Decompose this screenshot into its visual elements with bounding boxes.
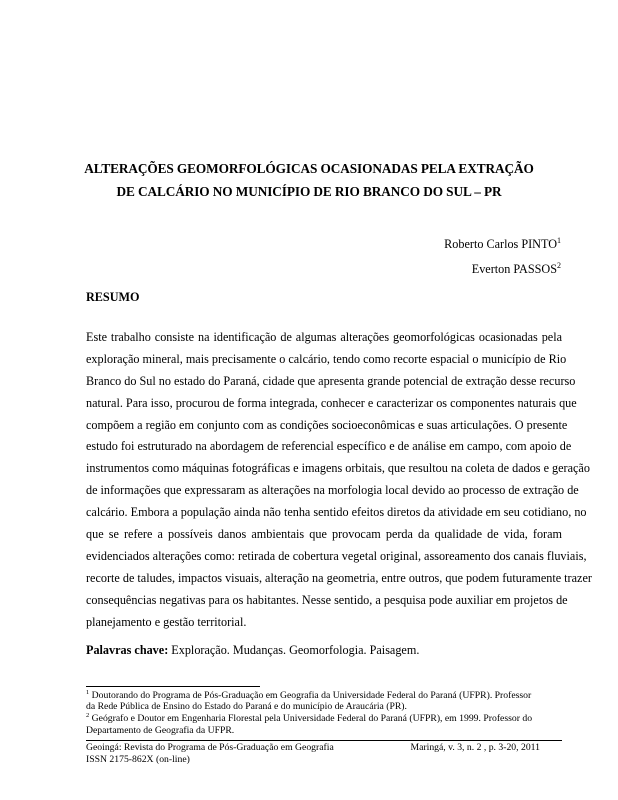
- article-title: [60, 157, 558, 203]
- abstract-body: [86, 327, 592, 633]
- page-footer: [86, 742, 562, 766]
- abstract-line: calcário. Embora a população ainda não tenha sentido efeitos diretos da atividade em seu cotidiano, no: [86, 505, 587, 520]
- keywords-label: Palavras chave:: [86, 643, 169, 657]
- journal-name: Geoingá: Revista do Programa de Pós-Graduação em Geografia: [86, 742, 334, 753]
- footnote-line: [86, 713, 562, 724]
- keywords-text: Exploração. Mudanças. Geomorfologia. Paisagem.: [168, 643, 420, 657]
- footnote-number: 2: [86, 712, 90, 720]
- footer-divider: [86, 740, 562, 741]
- abstract-line: Este trabalho consiste na identificação de algumas alterações geomorfológicas ocasionadas pela: [86, 330, 562, 344]
- footnote-line: da Rede Pública de Ensino do Estado do Paraná e do município de Araucária (PR).: [86, 701, 407, 713]
- issn: ISSN 2175-862X (on-line): [86, 754, 190, 765]
- abstract-line: que se refere a possíveis danos ambientais que provocam perda da qualidade de vida, foram: [86, 527, 562, 542]
- abstract-line: natural. Para isso, procurou de forma integrada, conhecer e caracterizar os componentes naturais que: [86, 395, 577, 410]
- footnote-number: 1: [86, 688, 90, 696]
- footnote-mark[interactable]: 2: [557, 260, 561, 270]
- author-name: [472, 262, 561, 277]
- abstract-line: recorte de taludes, impactos visuais, alteração na geometria, entre outros, que podem futuramente trazer: [86, 570, 592, 585]
- abstract-line: de informações que expressaram as alterações na morfologia local devido ao processo de extração de: [86, 483, 579, 498]
- author-name-text: Everton PASSOS: [471, 262, 557, 276]
- footnote-line: [86, 690, 562, 701]
- footnotes: [86, 690, 562, 736]
- footnote-text: Doutorando do Programa de Pós-Graduação em Geografia da Universidade Federal do Paraná (UFPR). Professor: [89, 690, 532, 701]
- abstract-line: estudo foi estruturado na abordagem de referencial específico e de análise em campo, com apoio de: [86, 439, 572, 454]
- citation-info: Maringá, v. 3, n. 2 , p. 3-20, 2011: [410, 742, 540, 753]
- abstract-line: Branco do Sul no estado do Paraná, cidade que apresenta grande potencial de extração desse recurso: [86, 373, 576, 388]
- abstract-heading: RESUMO: [86, 290, 140, 304]
- abstract-line: compõem a região em conjunto com as condições socioeconômicas e suas articulações. O presente: [86, 417, 568, 432]
- footnote-divider: [86, 686, 260, 687]
- footer-row: [86, 742, 562, 754]
- abstract-line: planejamento e gestão territorial.: [86, 614, 247, 629]
- abstract-line: instrumentos como máquinas fotográficas e imagens orbitais, que resultou na coleta de dados e geração: [86, 461, 590, 476]
- title-line: ALTERAÇÕES GEOMORFOLÓGICAS OCASIONADAS PELA EXTRAÇÃO: [84, 161, 534, 176]
- abstract-line: consequências negativas para os habitantes. Nesse sentido, a pesquisa pode auxiliar em projetos de: [86, 592, 568, 607]
- footnote-line: Departamento de Geografia da UFPR.: [86, 724, 235, 736]
- footnote: [86, 713, 562, 735]
- footer-row: [86, 754, 562, 766]
- footnote-text: Geógrafo e Doutor em Engenharia Florestal pela Universidade Federal do Paraná (UFPR), em 1999. Professor do: [89, 713, 533, 725]
- keywords: [86, 643, 419, 658]
- abstract-line: exploração mineral, mais precisamente o calcário, tendo como recorte espacial o município de Rio: [86, 351, 567, 366]
- title-line: DE CALCÁRIO NO MUNICÍPIO DE RIO BRANCO DO SUL – PR: [116, 184, 502, 199]
- footnote-mark[interactable]: 1: [557, 235, 561, 245]
- author-name-text: Roberto Carlos PINTO: [444, 237, 557, 251]
- footnote: [86, 690, 562, 712]
- abstract-line: evidenciados alterações como: retirada de cobertura vegetal original, assoreamento dos canais fluviais,: [86, 548, 587, 563]
- author-name: [444, 237, 561, 252]
